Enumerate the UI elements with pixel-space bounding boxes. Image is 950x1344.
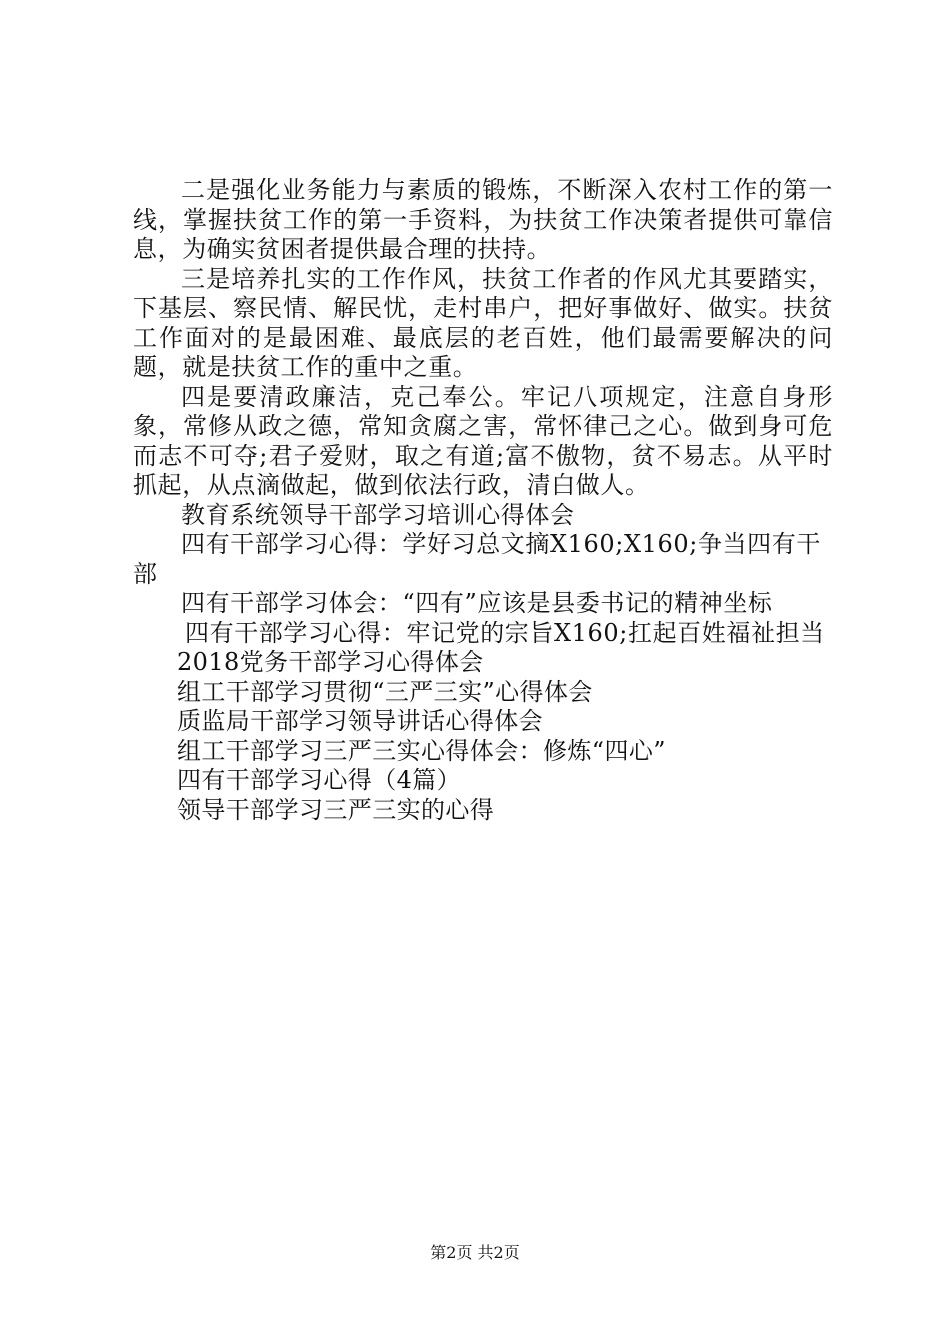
list-item: 2018党务干部学习心得体会 (177, 648, 484, 676)
related-title-4: 四有干部学习心得：牢记党的宗旨X160;扛起百姓福祉担当 (185, 618, 825, 647)
document-body (133, 176, 833, 825)
related-title-1: 教育系统领导干部学习培训心得体会 (181, 500, 575, 529)
paragraph-4: 四是要清政廉洁，克己奉公。牢记八项规定，注意自身形象，常修从政之德，常知贪腐之害，常怀律己之心。做到身可危而志不可夺;君子爱财，取之有道;富不傲物，贫不易志。从平时抓起，从点滴做起，做到依法行政，清白做人。 (133, 382, 833, 499)
related-title-3: 四有干部学习体会：“四有”应该是县委书记的精神坐标 (181, 589, 773, 617)
related-list (133, 648, 833, 825)
list-item: 质监局干部学习领导讲话心得体会 (177, 707, 543, 735)
list-item: 四有干部学习心得（4篇） (177, 766, 462, 794)
paragraph-3: 三是培养扎实的工作作风，扶贫工作者的作风尤其要踏实，下基层、察民情、解民忧，走村串户，把好事做好、做实。扶贫工作面对的是最困难、最底层的老百姓，他们最需要解决的问题，就是扶贫工作的重中之重。 (133, 264, 833, 381)
list-item: 组工干部学习贯彻“三严三实”心得体会 (177, 677, 593, 706)
list-item: 领导干部学习三严三实的心得 (177, 795, 495, 824)
list-item: 组工干部学习三严三实心得体会：修炼“四心” (177, 736, 666, 765)
paragraph-2: 二是强化业务能力与素质的锻炼，不断深入农村工作的第一线，掌握扶贫工作的第一手资料，为扶贫工作决策者提供可靠信息，为确实贫困者提供最合理的扶持。 (133, 176, 833, 263)
related-title-2: 四有干部学习心得：学好习总文摘X160;X160;争当四有干部 (133, 530, 821, 588)
page-number-footer: 第2页 共2页 (430, 1243, 520, 1262)
